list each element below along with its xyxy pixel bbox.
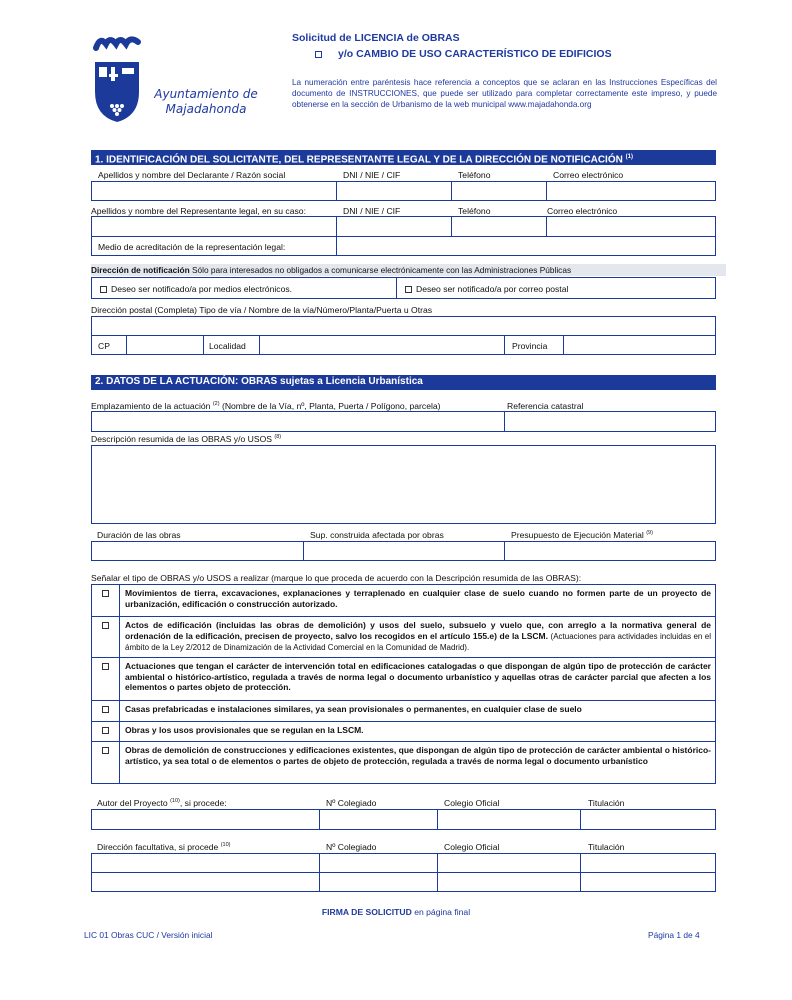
telefono-label: Teléfono: [458, 170, 491, 180]
obra-type-checkbox[interactable]: [102, 706, 109, 713]
colegiado2-label: Nº Colegiado: [326, 842, 377, 852]
obra-type-option[interactable]: [91, 617, 716, 658]
descripcion-label-group: [91, 434, 281, 444]
notif-title: Dirección de notificación: [91, 265, 190, 275]
correo2-label: Correo electrónico: [547, 206, 618, 216]
firma-bold: FIRMA DE SOLICITUD: [321, 907, 412, 917]
tipo-intro: Señalar el tipo de OBRAS y/o USOS a realizar (marque lo que proceda de acuerdo con la Descripción resumida de las OBRAS):: [91, 573, 582, 583]
checkbox-cell: [92, 658, 120, 700]
titulacion-label: Titulación: [588, 798, 625, 808]
localidad-field[interactable]: [259, 335, 505, 355]
titulacion-field[interactable]: [580, 809, 716, 830]
notif-desc: Sólo para interesados no obligados a comunicarse electrónicamente con las Administraciones Públicas: [191, 265, 572, 275]
colegiado2-field-2[interactable]: [319, 872, 438, 892]
direccion-field[interactable]: [91, 316, 716, 336]
logo-name-line2: Majadahonda: [165, 102, 247, 116]
provincia-label-cell: [504, 335, 564, 355]
form-subtitle: [315, 48, 612, 60]
checkbox-cell: [92, 701, 120, 721]
notif-postal-checkbox[interactable]: [405, 286, 412, 293]
referencia-field[interactable]: [504, 411, 716, 432]
descripcion-ref: (8): [274, 434, 282, 441]
direccion-fac-field-2[interactable]: [91, 872, 320, 892]
colegio2-field-2[interactable]: [437, 872, 581, 892]
option-bold: Actuaciones que tengan el carácter de intervención total en edificaciones catalogadas o que dispongan de algún tipo de protección de carácter ambiental o histórico-artístico, regulada a través de norma legal o documento urbanístico y aquellas otras de carácter parcial que afecten a los elementos o partes objeto de protección.: [125, 661, 711, 692]
obra-type-checkbox[interactable]: [102, 663, 109, 670]
obra-type-text: [125, 745, 711, 766]
duracion-label: Duración de las obras: [97, 530, 181, 540]
titulacion2-field-1[interactable]: [580, 853, 716, 873]
colegio-field[interactable]: [437, 809, 581, 830]
obra-type-option[interactable]: [91, 584, 716, 617]
footer-version: LIC 01 Obras CUC / Versión inicial: [84, 930, 213, 940]
representante-field[interactable]: [91, 216, 337, 237]
autor-label-group: [97, 798, 227, 808]
notif-bar: [91, 264, 726, 276]
website-link[interactable]: www.majadahonda.org: [508, 100, 592, 109]
obra-type-text: [125, 725, 711, 736]
telefono-field[interactable]: [451, 181, 547, 201]
provincia-field[interactable]: [563, 335, 716, 355]
acreditacion-label-cell: [91, 236, 337, 256]
titulacion2-field-2[interactable]: [580, 872, 716, 892]
declarante-field[interactable]: [91, 181, 337, 201]
referencia-label: Referencia catastral: [507, 401, 584, 411]
colegiado2-field-1[interactable]: [319, 853, 438, 873]
option-small: (Actuaciones para actividades incluidas en el ámbito de la Ley 2/2012 de Dinamización de la Actividad Comercial en la Comunidad de Madrid).: [125, 631, 711, 652]
acreditacion-label: Medio de acreditación de la representación legal:: [98, 242, 286, 252]
subtitle-text: y/o CAMBIO DE USO CARACTERÍSTICO DE EDIFICIOS: [338, 48, 612, 60]
obra-type-text: [125, 704, 711, 715]
dni2-field[interactable]: [336, 216, 452, 237]
section1-ref: (1): [625, 154, 633, 160]
correo2-field[interactable]: [546, 216, 716, 237]
footer-page-number: Página 1 de 4: [648, 930, 700, 940]
direccion-fac-label: Dirección facultativa, si procede: [97, 842, 219, 852]
obra-type-checkbox[interactable]: [102, 747, 109, 754]
obra-type-checkbox[interactable]: [102, 590, 109, 597]
direccion-fac-field-1[interactable]: [91, 853, 320, 873]
obra-type-text: [125, 588, 711, 609]
direccion-label: Dirección postal (Completa) Tipo de vía / Nombre de la vía/Número/Planta/Puerta u Otras: [91, 305, 433, 315]
section2-header: [91, 375, 716, 390]
note-text: La numeración entre paréntesis hace referencia a conceptos que se aclaran en las Instrucciones Específicas del documento de INSTRUCCIONES, que puede ser utilizado para completar correctamente este impreso, y puede obtenerse en la sección de Urbanismo de la web municipal: [292, 78, 717, 109]
dni-label: DNI / NIE / CIF: [343, 170, 401, 180]
autor-ref: (10): [170, 798, 180, 805]
provincia-label: Provincia: [512, 341, 548, 351]
telefono2-label: Teléfono: [458, 206, 491, 216]
duracion-field[interactable]: [91, 541, 304, 561]
notif-electronic-label: Deseo ser notificado/a por medios electrónicos.: [111, 284, 293, 294]
colegiado-label: Nº Colegiado: [326, 798, 377, 808]
obra-type-checkbox[interactable]: [102, 727, 109, 734]
dni2-label: DNI / NIE / CIF: [343, 206, 401, 216]
colegiado-field[interactable]: [319, 809, 438, 830]
checkbox-cell: [92, 722, 120, 741]
obra-type-option[interactable]: [91, 742, 716, 784]
obra-type-option[interactable]: [91, 722, 716, 742]
notif-postal-label: Deseo ser notificado/a por correo postal: [416, 284, 569, 294]
correo-label: Correo electrónico: [553, 170, 624, 180]
localidad-label-cell: [203, 335, 260, 355]
section2-title: 2. DATOS DE LA ACTUACIÓN: OBRAS sujetas a Licencia Urbanística: [95, 376, 423, 387]
emplazamiento-label: Emplazamiento de la actuación: [91, 401, 211, 411]
option-bold: Obras y los usos provisionales que se regulan en la LSCM.: [125, 725, 364, 735]
presupuesto-label: Presupuesto de Ejecución Material: [511, 530, 644, 540]
cambio-uso-checkbox[interactable]: [315, 51, 322, 58]
section1-title: 1. IDENTIFICACIÓN DEL SOLICITANTE, DEL REPRESENTANTE LEGAL Y DE LA DIRECCIÓN DE NOTIFICACIÓN: [95, 154, 623, 166]
emplazamiento-ref: (2): [212, 401, 220, 408]
autor-suffix: , si procede:: [179, 798, 227, 808]
declarante-label: Apellidos y nombre del Declarante / Razón social: [98, 170, 286, 180]
presupuesto-ref: (9): [646, 530, 653, 537]
colegio-label: Colegio Oficial: [444, 798, 500, 808]
autor-field[interactable]: [91, 809, 320, 830]
logo-text: [146, 87, 266, 117]
notif-electronic-checkbox[interactable]: [100, 286, 107, 293]
titulacion2-label: Titulación: [588, 842, 625, 852]
emplazamiento-detail: (Nombre de la Vía, nº, Planta, Puerta / Polígono, parcela): [221, 401, 441, 411]
correo-field[interactable]: [546, 181, 716, 201]
coat-of-arms-icon: [92, 34, 142, 124]
checkbox-cell: [92, 585, 120, 616]
presupuesto-field[interactable]: [504, 541, 716, 561]
representante-label: Apellidos y nombre del Representante legal, en su caso:: [91, 206, 306, 216]
autor-label: Autor del Proyecto: [97, 798, 168, 808]
notif-electronic-option[interactable]: [91, 277, 397, 299]
emplazamiento-label-group: [91, 401, 441, 411]
cp-label-cell: [91, 335, 127, 355]
cp-field[interactable]: [126, 335, 204, 355]
checkbox-cell: [92, 617, 120, 657]
option-bold: Casas prefabricadas e instalaciones similares, ya sean provisionales o permanentes, en cualquier clase de suelo: [125, 704, 582, 714]
municipal-logo: [92, 34, 142, 124]
cp-label: CP: [98, 341, 110, 351]
logo-name-line1: Ayuntamiento de: [154, 87, 258, 101]
obra-type-checkbox[interactable]: [102, 622, 109, 629]
localidad-label: Localidad: [209, 341, 246, 351]
presupuesto-label-group: [511, 530, 653, 540]
firma-rest: en página final: [414, 907, 471, 917]
emplazamiento-field[interactable]: [91, 411, 505, 432]
obra-type-option[interactable]: [91, 658, 716, 701]
superficie-label: Sup. construida afectada por obras: [310, 530, 444, 540]
telefono2-field[interactable]: [451, 216, 547, 237]
direccion-fac-label-group: [97, 842, 231, 852]
instructions-note: [292, 77, 717, 110]
colegio2-label: Colegio Oficial: [444, 842, 500, 852]
direccion-fac-ref: (10): [220, 842, 231, 849]
checkbox-cell: [92, 742, 120, 783]
firma-note: [0, 907, 792, 917]
obra-type-text: [125, 661, 711, 693]
option-bold: Obras de demolición de construcciones y edificaciones existentes, que dispongan de algún tipo de protección de carácter ambiental o histórico-artístico, ya sea total o de elementos o partes de objeto de protección, regulada a través de norma legal o documento urbanístico: [125, 745, 711, 766]
notif-postal-option[interactable]: [396, 277, 716, 299]
option-bold: Actos de edificación (incluidas las obras de demolición) y usos del suelo, subsuelo y vuelo que, con arreglo a la normativa general de ordenación de la edificación, precisen de proyecto, salvo los recogidos en el artículo 155.e) de la LSCM.: [125, 620, 711, 641]
descripcion-label: Descripción resumida de las OBRAS y/o USOS: [91, 434, 273, 444]
obra-type-text: [125, 620, 711, 654]
acreditacion-field[interactable]: [336, 236, 716, 256]
obra-type-option[interactable]: [91, 701, 716, 722]
superficie-field[interactable]: [303, 541, 505, 561]
dni-field[interactable]: [336, 181, 452, 201]
descripcion-field[interactable]: [91, 445, 716, 524]
option-bold: Movimientos de tierra, excavaciones, explanaciones y terraplenado en cualquier clase de suelo cuando no formen parte de un proyecto de urbanización, edificación o construcción autorizado.: [125, 588, 711, 609]
section1-header: [91, 150, 716, 165]
colegio2-field-1[interactable]: [437, 853, 581, 873]
form-title: Solicitud de LICENCIA de OBRAS: [292, 32, 460, 44]
